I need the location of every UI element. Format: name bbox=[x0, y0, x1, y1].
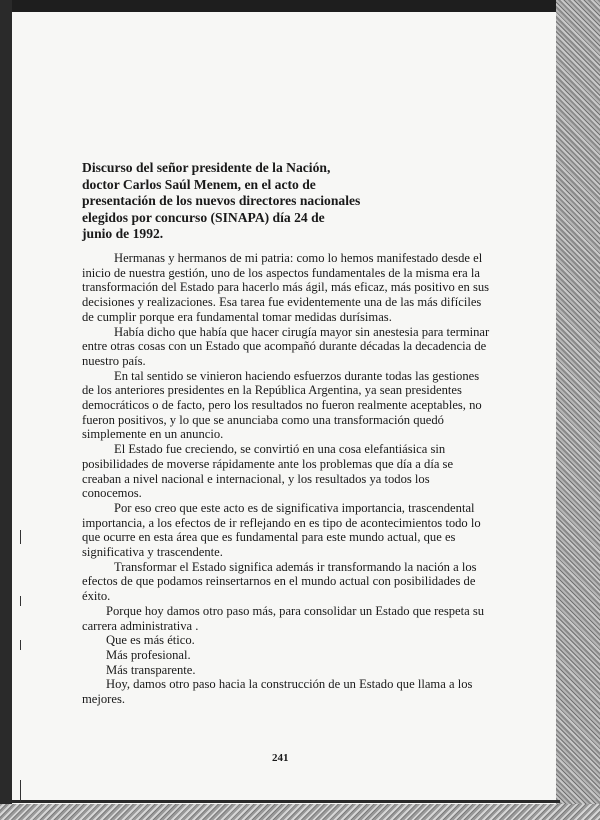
title-line: elegidos por concurso (SINAPA) día 24 de bbox=[82, 209, 325, 225]
speech-title bbox=[82, 160, 372, 243]
title-line: junio de 1992. bbox=[82, 226, 164, 241]
speech-body bbox=[82, 251, 492, 707]
paragraph: El Estado fue creciendo, se convirtió en una cosa elefantiásica sin posibilidades de moverse rápidamente ante los problemas que día a día se creaban a nivel nacional e internacional, y los resultados ya todos los conocemos. bbox=[82, 442, 454, 501]
margin-mark bbox=[20, 530, 21, 544]
title-line: presentación de los nuevos directores nacionales bbox=[82, 193, 361, 208]
margin-mark bbox=[20, 780, 21, 802]
paragraph: Más transparente. bbox=[106, 662, 196, 677]
scan-border-bottom bbox=[0, 804, 600, 820]
page-number: 241 bbox=[272, 752, 289, 764]
title-line: doctor Carlos Saúl Menem, en el acto de bbox=[82, 176, 316, 192]
paragraph: Porque hoy damos otro paso más, para consolidar un Estado que respeta su carrera administrativa . bbox=[82, 603, 485, 633]
paragraph: Hermanas y hermanos de mi patria: como lo hemos manifestado desde el inicio de nuestra gestión, uno de los aspectos fundamentales de la misma era la transformación del Estado para hacerlo más ágil, más eficaz, más positivo en sus decisiones y realizaciones. Esa tarea fue evidentemente una de las más difíciles de cumplir porque era fundamental tomar medidas durísimas. bbox=[82, 251, 490, 324]
scan-border-top bbox=[0, 0, 600, 12]
scan-border-right bbox=[556, 0, 600, 820]
paragraph: Que es más ético. bbox=[106, 633, 195, 648]
margin-mark bbox=[20, 640, 21, 650]
paragraph: Más profesional. bbox=[106, 647, 191, 662]
paragraph: Había dicho que había que hacer cirugía mayor sin anestesia para terminar entre otras cosas con un Estado que acompañó durante décadas la decadencia de nuestro país. bbox=[82, 324, 490, 368]
paragraph: Transformar el Estado significa además ir transformando la nación a los efectos de que podamos reinsertarnos en el mundo actual con posibilidades de éxito. bbox=[82, 559, 477, 604]
margin-mark bbox=[20, 596, 21, 606]
title-line: Discurso del señor presidente de la Nación, bbox=[82, 160, 331, 175]
paragraph: Hoy, damos otro paso hacia la construcción de un Estado que llama a los mejores. bbox=[82, 677, 473, 707]
paragraph: Por eso creo que este acto es de significativa importancia, trascendental importancia, a los efectos de ir reflejando en es tipo de acontecimientos todo lo que ocurre en esta área que es fundamental para este mundo actual, que es significativa y trascendente. bbox=[82, 500, 481, 560]
scan-border-left bbox=[0, 0, 12, 820]
paragraph: En tal sentido se vinieron haciendo esfuerzos durante todas las gestiones de los anteriores presidentes en la República Argentina, ya sean presidentes democráticos o de facto, pero los resultados no fueron realmente aceptables, no fueron positivos, y lo que se anunciaba como una transformación quedó simplemente en un anuncio. bbox=[82, 368, 482, 442]
bottom-rule bbox=[0, 800, 560, 803]
